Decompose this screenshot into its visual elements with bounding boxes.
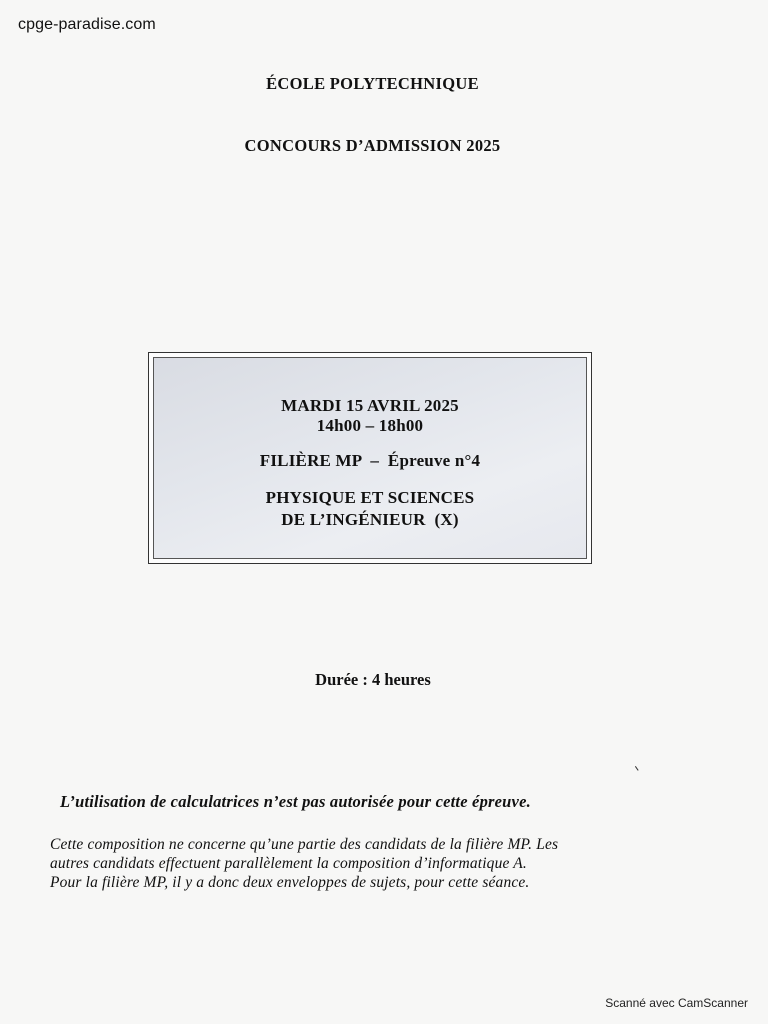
scan-artifact-mark	[635, 764, 641, 770]
school-title: ÉCOLE POLYTECHNIQUE	[266, 74, 479, 93]
site-watermark: cpge-paradise.com	[18, 16, 156, 33]
exam-subject-line1: PHYSIQUE ET SCIENCES	[265, 488, 475, 507]
exam-info-box	[148, 352, 592, 564]
exam-date: MARDI 15 AVRIL 2025	[281, 396, 459, 415]
composition-line-1: Cette composition ne concerne qu’une partie des candidats de la filière MP. Les	[50, 836, 559, 853]
composition-notice	[50, 835, 710, 892]
composition-line-3: Pour la filière MP, il y a donc deux enveloppes de sujets, pour cette séance.	[50, 874, 530, 891]
exam-info-inner	[153, 357, 587, 559]
composition-line-2: autres candidats effectuent parallèlement la composition d’informatique A.	[50, 855, 527, 872]
exam-duration: Durée : 4 heures	[315, 670, 431, 689]
calculator-notice: L’utilisation de calculatrices n’est pas autorisée pour cette épreuve.	[60, 792, 531, 811]
exam-track: FILIÈRE MP – Épreuve n°4	[259, 451, 481, 470]
contest-title: CONCOURS D’ADMISSION 2025	[244, 136, 501, 155]
scanner-watermark: Scanné avec CamScanner	[605, 996, 748, 1010]
exam-time: 14h00 – 18h00	[316, 416, 424, 435]
exam-subject-line2: DE L’INGÉNIEUR (X)	[281, 510, 459, 529]
